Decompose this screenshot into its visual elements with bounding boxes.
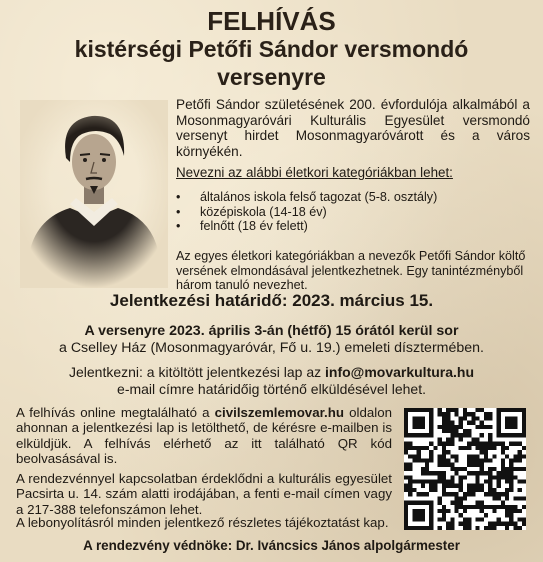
apply-prefix: Jelentkezni: a kitöltött jelentkezési lap az (68, 364, 322, 380)
event-venue: a Cselley Ház (Mosonmagyaróvár, Fő u. 19.) emeleti dísztermében. (58, 340, 484, 356)
list-item: • középiskola (14-18 év) (176, 205, 526, 220)
online-rest: oldalon ahonnan a jelentkezési lap is letölthető, de kérésre e-mailben is elküldjük. A felhívás elérhető az itt található QR kód beolvasásával is. (16, 405, 393, 466)
intro-paragraph: Petőfi Sándor születésének 200. évfordulója alkalmából a Mosonmagyaróvári Kulturális Egyesület versmondó versenyt hirdet Mosonmagyaróvárott és a város környékén. (176, 97, 530, 159)
deadline-heading: Jelentkezési határidő: 2023. március 15. (109, 291, 434, 310)
application-info (12, 364, 531, 397)
contact-info: A rendezvénnyel kapcsolatban érdeklődni a kulturális egyesület Pacsirta u. 14. szám alatti irodájában, a fenti e-mail címen vagy a 217-388 telefonszámon lehet. (16, 471, 392, 517)
online-info (16, 405, 392, 466)
categories-list (176, 190, 526, 234)
website-link[interactable]: civilszemlemovar.hu (214, 405, 344, 420)
title-line-3: versenyre (217, 64, 326, 90)
email-link[interactable]: info@movarkultura.hu (325, 364, 475, 380)
qr-code (404, 408, 526, 530)
title-line-2: kistérségi Petőfi Sándor versmondó (74, 36, 469, 62)
patron-line: A rendezvény védnöke: Dr. Iváncsics János alpolgármester (83, 538, 460, 553)
portrait-image (20, 100, 168, 288)
apply-line-2: e-mail címre határidőig történő elküldésével lehet. (117, 380, 426, 397)
online-prefix: A felhívás online megtalálható a (16, 405, 210, 420)
event-date: A versenyre 2023. április 3-án (hétfő) 15 órától kerül sor (84, 323, 459, 339)
event-details (12, 323, 531, 357)
info-line: A lebonyolításról minden jelentkező részletes tájékoztatást kap. (16, 515, 389, 530)
entry-note: Az egyes életkori kategóriákban a nevezők Petőfi Sándor költő versének elmondásával jelentkezhetnek. Egy tanintézményből három tanuló nevezhet. (176, 249, 526, 292)
list-item: • felnőtt (18 év felett) (176, 219, 526, 234)
categories-heading: Nevezni az alábbi életkori kategóriákban lehet: (176, 165, 453, 180)
title-line-1: FELHÍVÁS (207, 6, 336, 36)
list-item: • általános iskola felső tagozat (5-8. osztály) (176, 190, 526, 205)
